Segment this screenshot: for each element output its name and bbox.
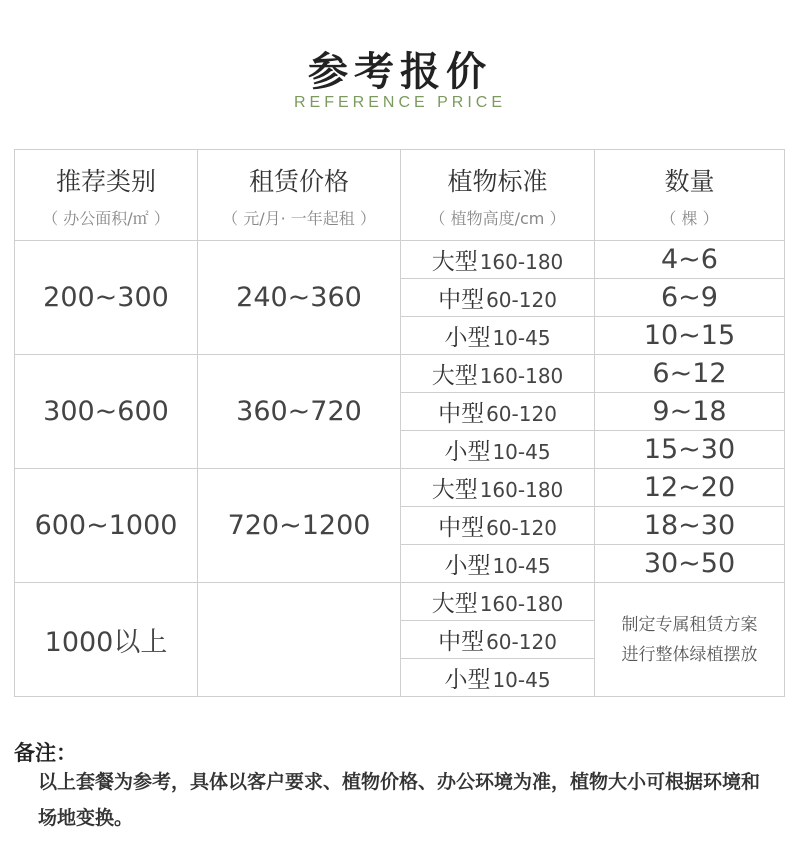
area-cell: 600~1000 (15, 469, 198, 583)
table-row (15, 469, 785, 507)
plant-spec-cell (401, 431, 595, 469)
plant-type: 大型 (431, 363, 478, 389)
plant-height: 10-45 (492, 554, 551, 578)
table-row (15, 355, 785, 393)
plant-spec-cell (401, 621, 595, 659)
custom-plan-cell (595, 583, 785, 697)
plant-type: 大型 (431, 477, 478, 503)
notes-body: 以上套餐为参考，具体以客户要求、植物价格、办公环境为准，植物大小可根据环境和场地变换。 (38, 771, 761, 829)
plant-type: 中型 (438, 401, 485, 427)
plant-spec-cell (401, 317, 595, 355)
plant-spec-cell (401, 355, 595, 393)
quantity-cell: 12~20 (595, 469, 785, 507)
table-header-row (15, 150, 785, 241)
plant-type: 大型 (431, 249, 478, 275)
quantity-cell: 30~50 (595, 545, 785, 583)
price-cell: 360~720 (198, 355, 401, 469)
area-cell: 200~300 (15, 241, 198, 355)
plant-spec-cell (401, 507, 595, 545)
plant-height: 10-45 (492, 326, 551, 350)
plant-spec-cell (401, 393, 595, 431)
plant-type: 小型 (444, 325, 491, 351)
plant-type: 中型 (438, 515, 485, 541)
price-cell (198, 583, 401, 697)
column-header-sub: （ 元/月· 一年起租 ） (222, 208, 376, 228)
quantity-cell: 6~12 (595, 355, 785, 393)
column-header-sub: （ 植物高度/cm ） (429, 208, 566, 228)
plant-height: 10-45 (492, 440, 551, 464)
plant-type: 小型 (444, 667, 491, 693)
plant-spec-cell (401, 279, 595, 317)
column-header-main: 租赁价格 (248, 166, 349, 196)
plant-type: 小型 (444, 553, 491, 579)
area-cell: 300~600 (15, 355, 198, 469)
plant-height: 60-120 (486, 402, 557, 426)
area-cell: 1000以上 (15, 583, 198, 697)
column-header-sub: （ 棵 ） (660, 208, 719, 228)
page-title: 参考报价 (308, 49, 492, 95)
quantity-cell: 4~6 (595, 241, 785, 279)
quantity-cell: 18~30 (595, 507, 785, 545)
plant-height: 60-120 (486, 288, 557, 312)
price-cell: 240~360 (198, 241, 401, 355)
column-header-plant-standard (401, 150, 595, 241)
plant-height: 160-180 (479, 478, 564, 502)
quantity-cell: 15~30 (595, 431, 785, 469)
notes-title: 备注： (14, 741, 77, 765)
quantity-cell: 6~9 (595, 279, 785, 317)
column-header-main: 推荐类别 (55, 166, 156, 196)
column-header-category (15, 150, 198, 241)
price-cell: 720~1200 (198, 469, 401, 583)
custom-plan-line: 制定专属租赁方案 (621, 614, 758, 635)
column-header-quantity (595, 150, 785, 241)
plant-height: 60-120 (486, 516, 557, 540)
column-header-sub: （ 办公面积/㎡ ） (42, 208, 170, 228)
plant-type: 中型 (438, 629, 485, 655)
plant-type: 小型 (444, 439, 491, 465)
quantity-cell: 10~15 (595, 317, 785, 355)
plant-height: 160-180 (479, 364, 564, 388)
custom-plan-line: 进行整体绿植摆放 (621, 644, 758, 665)
plant-height: 160-180 (479, 250, 564, 274)
plant-spec-cell (401, 469, 595, 507)
column-header-main: 植物标准 (447, 166, 548, 196)
column-header-main: 数量 (664, 166, 715, 196)
plant-type: 大型 (431, 591, 478, 617)
plant-height: 60-120 (486, 630, 557, 654)
column-header-price (198, 150, 401, 241)
plant-spec-cell (401, 659, 595, 697)
plant-spec-cell (401, 583, 595, 621)
plant-height: 160-180 (479, 592, 564, 616)
table-row (15, 583, 785, 621)
plant-type: 中型 (438, 287, 485, 313)
quantity-cell: 9~18 (595, 393, 785, 431)
page-subtitle: REFERENCE PRICE (293, 94, 507, 111)
table-row (15, 241, 785, 279)
price-table (14, 149, 785, 697)
plant-spec-cell (401, 241, 595, 279)
plant-height: 10-45 (492, 668, 551, 692)
plant-spec-cell (401, 545, 595, 583)
